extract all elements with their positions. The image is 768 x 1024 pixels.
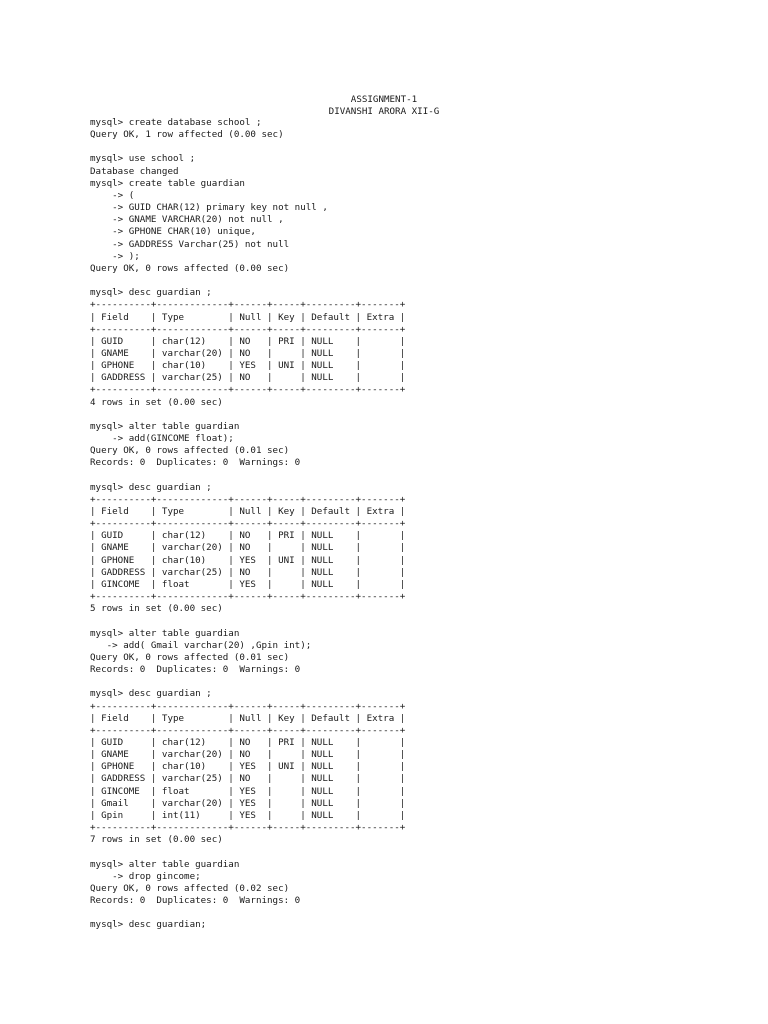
transcript-line: Query OK, 0 rows affected (0.01 sec) [90,651,290,663]
transcript-line [90,615,405,627]
transcript-line [90,676,405,688]
transcript-line [90,141,405,153]
transcript-line: +----------+-------------+------+-----+---------+-------+ [90,822,406,834]
transcript-line: | GADDRESS | varchar(25) | NO | | NULL | | [90,372,406,384]
transcript-line: -> ); [90,250,140,262]
transcript-line: -> GPHONE CHAR(10) unique, [90,226,256,238]
transcript-line: -> add(GINCOME float); [90,433,234,445]
transcript-line: +----------+-------------+------+-----+---------+-------+ [90,493,406,505]
transcript-line: mysql> desc guardian ; [90,481,212,493]
transcript-line: | GUID | char(12) | NO | PRI | NULL | | [90,736,406,748]
transcript-line: mysql> desc guardian ; [90,287,212,299]
transcript-line: +----------+-------------+------+-----+---------+-------+ [90,518,406,530]
transcript-line: Database changed [90,165,179,177]
transcript-line: Query OK, 1 row affected (0.00 sec) [90,129,284,141]
transcript-line: mysql> desc guardian; [90,919,207,931]
transcript-line: Records: 0 Duplicates: 0 Warnings: 0 [90,664,301,676]
transcript-line: Query OK, 0 rows affected (0.02 sec) [90,882,290,894]
transcript-line: mysql> alter table guardian [90,420,240,432]
transcript-line: | Gmail | varchar(20) | YES | | NULL | | [90,797,406,809]
transcript-line: -> add( Gmail varchar(20) ,Gpin int); [90,639,312,651]
transcript-line: +----------+-------------+------+-----+---------+-------+ [90,323,406,335]
transcript-line: -> GNAME VARCHAR(20) not null , [90,214,284,226]
transcript-line [90,470,405,482]
transcript-line: | GNAME | varchar(20) | NO | | NULL | | [90,749,406,761]
transcript-line: mysql> alter table guardian [90,858,240,870]
transcript-line: -> drop gincome; [90,870,201,882]
transcript-line: -> GUID CHAR(12) primary key not null , [90,202,328,214]
transcript-line [90,275,405,287]
transcript-line: | Field | Type | Null | Key | Default | Extra | [90,311,406,323]
transcript-line: +----------+-------------+------+-----+---------+-------+ [90,384,406,396]
transcript-line: mysql> create database school ; [90,117,262,128]
transcript-line: +----------+-------------+------+-----+---------+-------+ [90,299,406,311]
transcript-line: | GPHONE | char(10) | YES | UNI | NULL | | [90,761,406,773]
transcript-line: -> ( [90,189,135,201]
document-page: ASSIGNMENT-1 DIVANSHI ARORA XII-G mysql> create database school ; Query OK, 1 row affected (0.00 sec) mysql> use school ; Database changed mysql> create table guardian -> ( -> GUID CHAR(12) primary key not null , -> GNAME VARCHAR(20) not null , -> GPHONE CHAR(10) unique, -> GADDRESS Varchar(25) not null -> ); Query OK, 0 rows affected (0.00 sec) mysql> desc guardian ; +----------+-------------+------+-----+---------+-------+ | Field | Type | Null | Key | Default | Extra | +----------+-------------+------+-----+---------+-------+ | GUID | char(12) | NO | PRI | NULL | | | GNAME | varchar(20) | NO | | NULL | | | GPHONE | char(10) | YES | UNI | NULL | | | GADDRESS | varchar(25) | NO | | NULL | | +----------+-------------+------+-----+---------+-------+ 4 rows in set (0.00 sec) mysql> alter table guardian -> add(GINCOME float); Query OK, 0 rows affected (0.01 sec) Records: 0 Duplicates: 0 Warnings: 0 mysql> desc guardian ; +----------+-------------+------+-----+---------+-------+ | Field | Type | Null | Key | Default | Extra | +----------+-------------+------+-----+---------+-------+ | GUID | char(12) | NO | PRI | NULL | | | GNAME | varchar(20) | NO | | NULL | | | GPHONE | char(10) | YES | UNI | NULL | | | GADDRESS | varchar(25) | NO | | NULL | | | GINCOME | float | YES | | NULL | | +----------+-------------+------+-----+---------+-------+ 5 rows in set (0.00 sec) mysql> alter table guardian -> add( Gmail varchar(20) ,Gpin int); Query OK, 0 rows affected (0.01 sec) Records: 0 Duplicates: 0 Warnings: 0 mysql> desc guardian ; +----------+-------------+------+-----+---------+-------+ | Field | Type | Null | Key | Default | Extra | +----------+-------------+------+-----+---------+-------+ | GUID | char(12) | NO | PRI | NULL | | | GNAME | varchar(20) | NO | | NULL | | | GPHONE | char(10) | YES | UNI | NULL | | | GADDRESS | varchar(25) | NO | | NULL | | | GINCOME | float | YES | | NULL | | | Gmail | varchar(20) | YES | | NULL | | | Gpin | int(11) | YES | | NULL | | +----------+-------------+------+-----+---------+-------+ 7 rows in set (0.00 sec) mysql> alter table guardian -> drop gincome; Query OK, 0 rows affected (0.02 sec) Records: 0 Duplicates: 0 Warnings: 0 mysql> desc guardian; [0,0,768,1024]
transcript-line: mysql> alter table guardian [90,627,240,639]
transcript-line: Records: 0 Duplicates: 0 Warnings: 0 [90,457,301,469]
transcript-line: | Gpin | int(11) | YES | | NULL | | [90,809,406,821]
transcript-line: | GPHONE | char(10) | YES | UNI | NULL | | [90,360,406,372]
transcript-line: 5 rows in set (0.00 sec) [90,603,223,615]
transcript-line: -> GADDRESS Varchar(25) not null [90,238,290,250]
transcript-line: | GUID | char(12) | NO | PRI | NULL | | [90,530,406,542]
transcript-line: mysql> create table guardian [90,177,245,189]
transcript-line: | GNAME | varchar(20) | NO | | NULL | | [90,542,406,554]
transcript-line: | Field | Type | Null | Key | Default | Extra | [90,712,406,724]
transcript-line: | GADDRESS | varchar(25) | NO | | NULL | | [90,773,406,785]
transcript-line: Query OK, 0 rows affected (0.00 sec) [90,262,290,274]
transcript-line: | GNAME | varchar(20) | NO | | NULL | | [90,347,406,359]
transcript-line: +----------+-------------+------+-----+---------+-------+ [90,591,406,603]
transcript-line [90,907,405,919]
transcript-line: +----------+-------------+------+-----+---------+-------+ [90,724,406,736]
mysql-session-transcript [90,117,405,931]
transcript-line: | GINCOME | float | YES | | NULL | | [90,578,406,590]
transcript-line: Records: 0 Duplicates: 0 Warnings: 0 [90,895,301,906]
transcript-line: Query OK, 0 rows affected (0.01 sec) [90,445,290,457]
transcript-line: | GINCOME | float | YES | | NULL | | [90,785,406,797]
transcript-line [90,846,405,858]
transcript-line: | GPHONE | char(10) | YES | UNI | NULL | | [90,554,406,566]
transcript-line [90,409,405,421]
transcript-line: | GADDRESS | varchar(25) | NO | | NULL | | [90,566,406,578]
transcript-line: 4 rows in set (0.00 sec) [90,396,223,408]
transcript-line: mysql> use school ; [90,153,196,165]
transcript-line: | Field | Type | Null | Key | Default | Extra | [90,506,406,517]
transcript-line: +----------+-------------+------+-----+---------+-------+ [90,700,406,712]
transcript-line: | GUID | char(12) | NO | PRI | NULL | | [90,335,406,347]
transcript-line: mysql> desc guardian ; [90,688,212,700]
transcript-line: 7 rows in set (0.00 sec) [90,834,223,846]
